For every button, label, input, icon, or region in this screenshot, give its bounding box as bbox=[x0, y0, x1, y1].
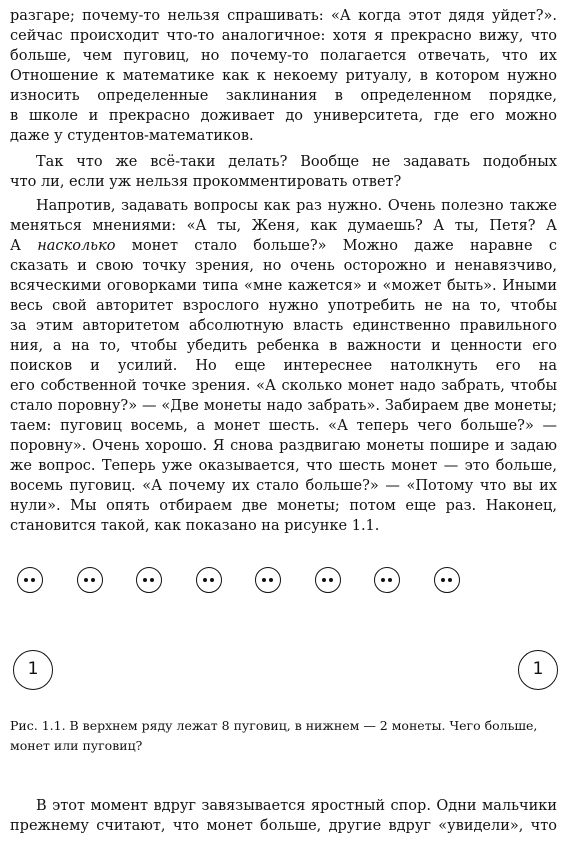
button-icon bbox=[196, 567, 222, 593]
buttonhole-icon bbox=[210, 578, 214, 582]
text-line: весь свой авторитет взрослого нужно употребить не на то, чтобы bbox=[10, 298, 557, 314]
coin-icon: 1 bbox=[518, 650, 558, 690]
buttonhole-icon bbox=[24, 578, 28, 582]
button-icon bbox=[315, 567, 341, 593]
paragraph-1 bbox=[10, 6, 557, 146]
text-fragment: монет стало больше?» Можно даже наравне с bbox=[131, 238, 557, 254]
text-line: сейчас происходит что-то аналогичное: хотя я прекрасно вижу, что bbox=[10, 28, 557, 44]
buttonhole-icon bbox=[143, 578, 147, 582]
button-icon bbox=[434, 567, 460, 593]
button-icon bbox=[255, 567, 281, 593]
button-icon bbox=[77, 567, 103, 593]
text-line: стало поровну?» — «Две монеты надо забрать». Забираем две монеты; bbox=[10, 398, 557, 414]
text-line: поисков и усилий. Но еще интереснее натолкнуть его на bbox=[10, 358, 557, 374]
text-line: же вопрос. Теперь уже оказывается, что шесть монет — это больше, bbox=[10, 458, 557, 474]
buttonhole-icon bbox=[262, 578, 266, 582]
paragraph-4 bbox=[10, 796, 557, 836]
text-fragment: А bbox=[10, 238, 38, 254]
button-icon bbox=[17, 567, 43, 593]
text-line: за этим авторитетом абсолютную власть единственно правильного bbox=[10, 318, 557, 334]
text-line: Отношение к математике как к некоему ритуалу, в котором нужно bbox=[10, 68, 557, 84]
italic-word: насколько bbox=[37, 238, 116, 254]
text-line: меняться мнениями: «А ты, Женя, как думаешь? А ты, Петя? А bbox=[10, 218, 557, 234]
text-line: больше, чем пуговиц, но почему-то полагается отвечать, что их bbox=[10, 48, 557, 64]
buttonhole-icon bbox=[322, 578, 326, 582]
text-line: разгаре; почему-то нельзя спрашивать: «А когда этот дядя уйдет?». bbox=[10, 8, 557, 24]
buttonhole-icon bbox=[329, 578, 333, 582]
buttonhole-icon bbox=[448, 578, 452, 582]
text-line: что ли, если уж нельзя прокомментировать ответ? bbox=[10, 174, 402, 190]
buttonhole-icon bbox=[388, 578, 392, 582]
text-line: становится такой, как показано на рисунке 1.1. bbox=[10, 518, 380, 534]
paragraph-2 bbox=[10, 152, 557, 192]
text-line: ния, а на то, чтобы убедить ребенка в важности и ценности его bbox=[10, 338, 557, 354]
buttonhole-icon bbox=[269, 578, 273, 582]
buttonhole-icon bbox=[150, 578, 154, 582]
text-line: поровну». Очень хорошо. Я снова раздвигаю монеты пошире и задаю bbox=[10, 438, 557, 454]
text-line: прежнему считают, что монет больше, другие вдруг «увидели», что bbox=[10, 818, 557, 834]
buttonhole-icon bbox=[381, 578, 385, 582]
button-icon bbox=[136, 567, 162, 593]
text-line: таем: пуговиц восемь, а монет шесть. «А теперь чего больше?» — bbox=[10, 418, 557, 434]
text-line: его собственной точке зрения. «А сколько монет надо забрать, чтобы bbox=[10, 378, 557, 394]
caption-line: Рис. 1.1. В верхнем ряду лежат 8 пуговиц, в нижнем — 2 монеты. Чего больше, bbox=[10, 718, 538, 733]
text-line: в школе и прекрасно доживает до университета, где его можно bbox=[10, 108, 557, 124]
text-line: нули». Мы опять отбираем две монеты; потом еще раз. Наконец, bbox=[10, 498, 557, 514]
buttonhole-icon bbox=[441, 578, 445, 582]
text-line: сказать и свою точку зрения, но очень осторожно и ненавязчиво, bbox=[10, 258, 557, 274]
text-line: износить определенные заклинания в определенном порядке, bbox=[10, 88, 557, 104]
buttonhole-icon bbox=[31, 578, 35, 582]
text-line bbox=[10, 236, 557, 256]
buttons-row bbox=[0, 565, 572, 595]
text-line: Так что же всё-таки делать? Вообще не задавать подобных bbox=[36, 154, 557, 170]
text-line: В этот момент вдруг завязывается яростный спор. Одни мальчики bbox=[36, 798, 557, 814]
button-icon bbox=[374, 567, 400, 593]
buttonhole-icon bbox=[91, 578, 95, 582]
text-line: даже у студентов-математиков. bbox=[10, 128, 254, 144]
text-line: Напротив, задавать вопросы как раз нужно. Очень полезно также bbox=[36, 198, 557, 214]
coin-icon: 1 bbox=[13, 650, 53, 690]
buttonhole-icon bbox=[203, 578, 207, 582]
paragraph-3 bbox=[10, 196, 557, 536]
caption-line: монет или пуговиц? bbox=[10, 738, 143, 753]
figure-caption bbox=[10, 716, 562, 756]
buttonhole-icon bbox=[84, 578, 88, 582]
text-line: всяческими оговорками типа «мне кажется» и «может быть». Иными bbox=[10, 278, 557, 294]
text-line: восемь пуговиц. «А почему их стало больше?» — «Потому что вы их bbox=[10, 478, 557, 494]
